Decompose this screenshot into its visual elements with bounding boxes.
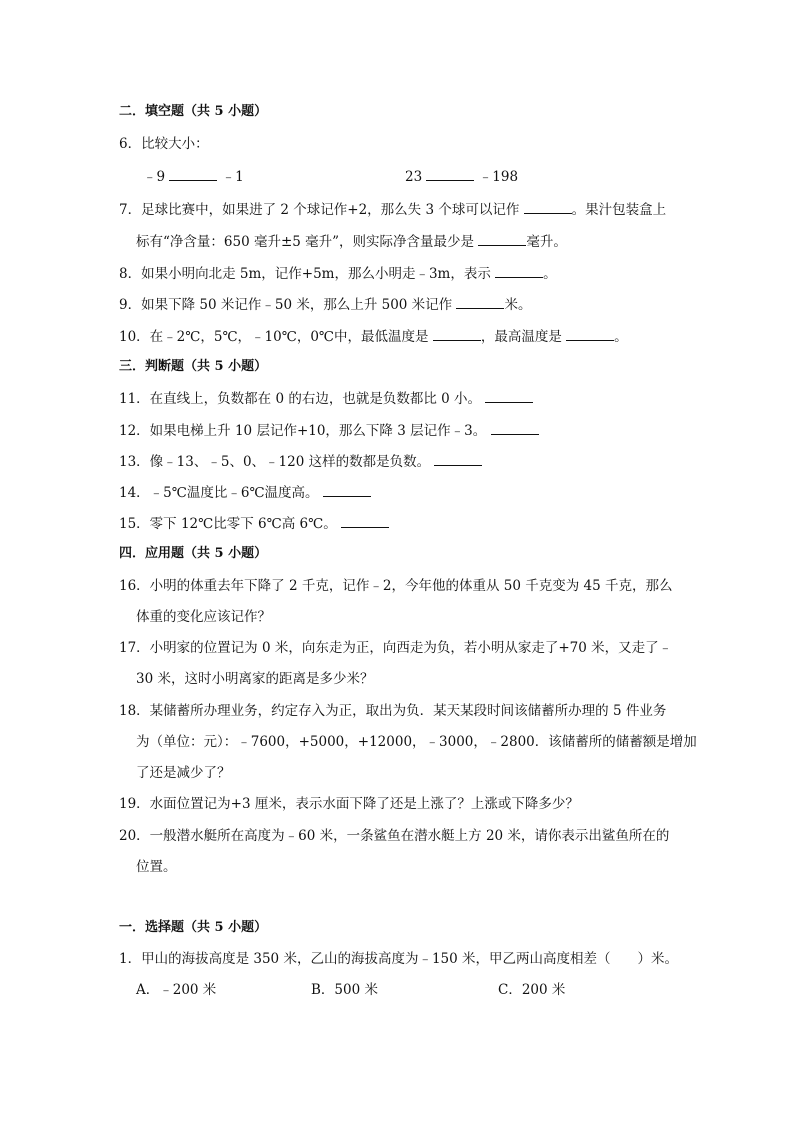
q14-blank[interactable] xyxy=(323,482,371,497)
q1: 1．甲山的海拔高度是 350 米，乙山的海拔高度为﹣150 米，甲乙两山高度相差（ ）米。 xyxy=(119,951,678,967)
q8-text-b: 。 xyxy=(543,266,557,282)
q9-text-b: 米。 xyxy=(504,297,532,313)
q16-line2: 体重的变化应该记作？ xyxy=(136,609,271,625)
q20-line2: 位置。 xyxy=(136,859,177,875)
q7-line1 xyxy=(119,199,666,220)
q13 xyxy=(119,451,482,472)
q14-text: 14．﹣5℃温度比﹣6℃温度高。 xyxy=(119,485,319,501)
q18-line1: 18．某储蓄所办理业务，约定存入为正，取出为负．某天某段时间该储蓄所办理的 5 件业务 xyxy=(119,703,667,719)
q15-blank[interactable] xyxy=(341,513,389,528)
q7-line2 xyxy=(136,231,567,252)
q7-line1-text-a: 7．足球比赛中，如果进了 2 个球记作+2，那么失 3 个球可以记作 xyxy=(119,202,520,218)
q6-right-a: 23 xyxy=(405,169,423,185)
q14 xyxy=(119,482,371,503)
q10-text-c: 。 xyxy=(614,329,628,345)
q7-blank2[interactable] xyxy=(478,231,526,246)
q12 xyxy=(119,420,539,441)
q10-blank2[interactable] xyxy=(566,326,614,341)
q18-line3: 了还是减少了？ xyxy=(136,765,231,781)
q6-text: 6．比较大小： xyxy=(119,136,209,152)
section3-heading: 三．判断题（共 5 小题） xyxy=(119,359,268,374)
q17-line1: 17．小明家的位置记为 0 米，向东走为正，向西走为负，若小明从家走了+70 米，又走了﹣ xyxy=(119,640,673,656)
q12-text: 12．如果电梯上升 10 层记作+10，那么下降 3 层记作﹣3。 xyxy=(119,423,487,439)
section4-heading: 四．应用题（共 5 小题） xyxy=(119,546,268,561)
q10-blank1[interactable] xyxy=(433,326,481,341)
q9-blank[interactable] xyxy=(456,294,504,309)
section2-heading: 二．填空题（共 5 小题） xyxy=(119,104,268,119)
section1-heading: 一．选择题（共 5 小题） xyxy=(119,920,268,935)
q18-line2: 为（单位：元）：﹣7600，+5000，+12000，﹣3000，﹣2800．该储蓄所的储蓄额是增加 xyxy=(136,734,697,750)
q10 xyxy=(119,326,628,347)
q15 xyxy=(119,513,389,534)
q15-text: 15．零下 12℃比零下 6℃高 6℃。 xyxy=(119,516,337,532)
q8-blank[interactable] xyxy=(495,263,543,278)
q9 xyxy=(119,294,531,315)
q7-blank1[interactable] xyxy=(524,199,572,214)
q6-left-blank[interactable] xyxy=(169,166,217,181)
q6-right-blank[interactable] xyxy=(426,166,474,181)
q6-right-b: ﹣198 xyxy=(478,169,519,185)
q16-line1: 16．小明的体重去年下降了 2 千克，记作﹣2，今年他的体重从 50 千克变为 45 千克，那么 xyxy=(119,578,673,594)
q10-text-b: ，最高温度是 xyxy=(480,329,562,345)
q12-blank[interactable] xyxy=(491,420,539,435)
q1-option-b[interactable]: B．500 米 xyxy=(311,982,378,998)
q6-left-b: ﹣1 xyxy=(221,169,244,185)
q6-left-a: ﹣9 xyxy=(143,169,166,185)
q10-text-a: 10．在﹣2℃，5℃，﹣10℃，0℃中，最低温度是 xyxy=(119,329,429,345)
q11 xyxy=(119,388,533,409)
q19: 19．水面位置记为+3 厘米，表示水面下降了还是上涨了？上涨或下降多少？ xyxy=(119,796,579,812)
q8-text-a: 8．如果小明向北走 5m，记作+5m，那么小明走﹣3m，表示 xyxy=(119,266,491,282)
q1-option-a[interactable]: A．﹣200 米 xyxy=(136,982,217,998)
q6-right-compare xyxy=(405,166,518,187)
q13-text: 13．像﹣13、﹣5、0、﹣120 这样的数都是负数。 xyxy=(119,454,431,470)
q11-text: 11．在直线上，负数都在 0 的右边，也就是负数都比 0 小。 xyxy=(119,391,482,407)
q7-line2-text-b: 毫升。 xyxy=(526,234,567,250)
q1-option-c[interactable]: C．200 米 xyxy=(498,982,566,998)
q20-line1: 20．一般潜水艇所在高度为﹣60 米，一条鲨鱼在潜水艇上方 20 米，请你表示出鲨鱼所在的 xyxy=(119,828,670,844)
q6-left-compare xyxy=(143,166,244,187)
q17-line2: 30 米，这时小明离家的距离是多少米？ xyxy=(136,671,374,687)
q8 xyxy=(119,263,557,284)
q13-blank[interactable] xyxy=(434,451,482,466)
q9-text-a: 9．如果下降 50 米记作﹣50 米，那么上升 500 米记作 xyxy=(119,297,453,313)
q7-line2-text-a: 标有“净含量：650 毫升±5 毫升”，则实际净含量最少是 xyxy=(136,234,475,250)
q11-blank[interactable] xyxy=(485,388,533,403)
q7-line1-text-b: 。果汁包装盒上 xyxy=(571,202,667,218)
